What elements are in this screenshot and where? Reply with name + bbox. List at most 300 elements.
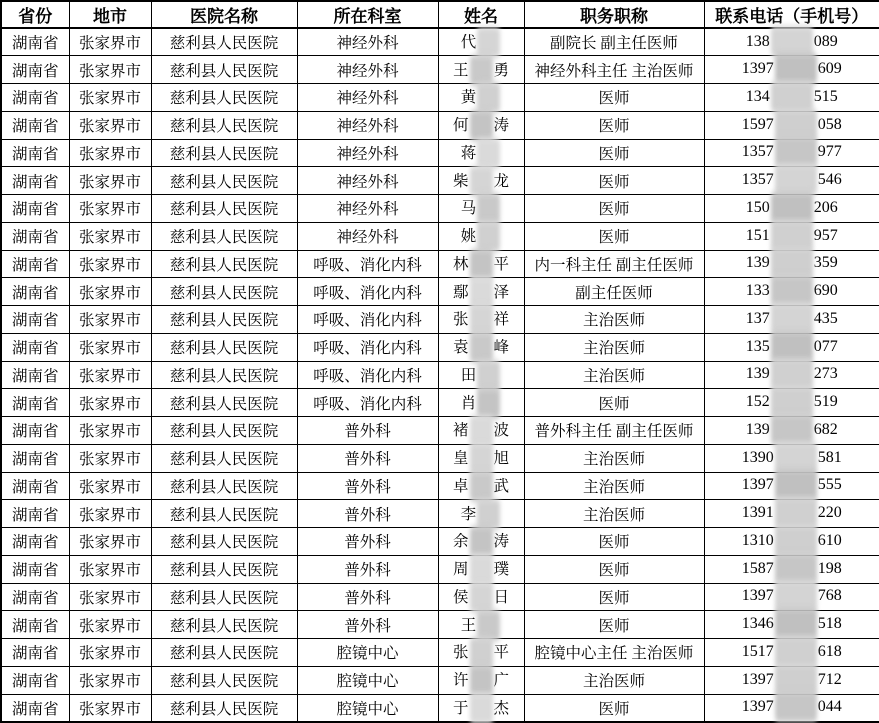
cell-province: 湖南省 [1,361,69,389]
table-row [1,28,879,56]
cell-name [438,666,524,694]
phone-visible-suffix: 555 [817,476,842,494]
cell-province: 湖南省 [1,417,69,445]
phone-visible-suffix: 220 [817,504,842,522]
table-body [1,28,879,722]
redacted-phone-blur [775,497,817,527]
cell-province: 湖南省 [1,222,69,250]
redacted-phone-blur [771,386,813,416]
cell-hospital: 慈利县人民医院 [151,195,297,223]
phone-visible-prefix: 1310 [741,532,774,550]
cell-name [438,555,524,583]
cell-name [438,278,524,306]
redacted-name-blur [477,360,500,390]
cell-department: 神经外科 [297,111,438,139]
cell-phone [704,528,879,556]
cell-phone [704,222,879,250]
cell-phone [704,417,879,445]
table-row [1,250,879,278]
cell-name [438,611,524,639]
cell-phone [704,250,879,278]
table-row [1,444,879,472]
table-row [1,611,879,639]
name-visible-suffix: 勇 [493,61,510,79]
cell-city: 张家界市 [69,528,151,556]
header-department: 所在科室 [297,1,438,28]
phone-visible-suffix: 077 [813,337,838,355]
table-row [1,472,879,500]
redacted-name-blur [477,83,500,113]
cell-department: 神经外科 [297,139,438,167]
phone-visible-prefix: 1346 [741,615,774,633]
cell-city: 张家界市 [69,195,151,223]
cell-province: 湖南省 [1,28,69,56]
cell-city: 张家界市 [69,611,151,639]
cell-province: 湖南省 [1,528,69,556]
name-visible-suffix: 武 [493,477,510,495]
name-visible-suffix: 平 [493,644,510,662]
phone-visible-suffix: 712 [817,670,842,688]
phone-visible-suffix: 581 [817,448,842,466]
cell-title: 副主任医师 [524,278,704,306]
cell-city: 张家界市 [69,167,151,195]
cell-province: 湖南省 [1,500,69,528]
cell-name [438,528,524,556]
cell-phone [704,139,879,167]
cell-province: 湖南省 [1,555,69,583]
redacted-phone-blur [775,608,817,638]
name-visible-suffix: 波 [493,422,510,440]
cell-name [438,417,524,445]
cell-hospital: 慈利县人民医院 [151,222,297,250]
name-visible-prefix: 褚 [452,422,469,440]
table-row [1,361,879,389]
name-visible-prefix: 林 [452,255,469,273]
cell-city: 张家界市 [69,28,151,56]
redacted-name-blur [470,471,493,501]
cell-province: 湖南省 [1,56,69,84]
cell-title: 副院长 副主任医师 [524,28,704,56]
cell-hospital: 慈利县人民医院 [151,139,297,167]
cell-province: 湖南省 [1,195,69,223]
name-visible-suffix: 祥 [493,311,510,329]
redacted-name-blur [470,277,493,307]
redacted-phone-blur [771,359,813,389]
cell-province: 湖南省 [1,666,69,694]
cell-city: 张家界市 [69,306,151,334]
table-row [1,389,879,417]
name-visible-suffix: 涛 [493,117,510,135]
table-row [1,639,879,667]
name-visible-prefix: 黄 [460,89,477,107]
phone-visible-prefix: 1397 [741,587,774,605]
cell-title: 医师 [524,583,704,611]
name-visible-prefix: 肖 [460,394,477,412]
table-row [1,167,879,195]
cell-title: 腔镜中心主任 主治医师 [524,639,704,667]
table-row [1,583,879,611]
cell-name [438,195,524,223]
name-visible-prefix: 蒋 [460,144,477,162]
name-visible-suffix: 广 [493,672,510,690]
cell-department: 呼吸、消化内科 [297,306,438,334]
table-row [1,278,879,306]
table-row [1,111,879,139]
name-visible-suffix: 璞 [493,561,510,579]
name-visible-suffix: 旭 [493,450,510,468]
cell-title: 主治医师 [524,666,704,694]
cell-hospital: 慈利县人民医院 [151,111,297,139]
phone-visible-suffix: 206 [813,199,838,217]
name-visible-prefix: 许 [452,672,469,690]
cell-title: 医师 [524,139,704,167]
phone-visible-suffix: 957 [813,226,838,244]
cell-name [438,222,524,250]
cell-hospital: 慈利县人民医院 [151,361,297,389]
phone-visible-prefix: 152 [745,393,770,411]
cell-city: 张家界市 [69,500,151,528]
redacted-phone-blur [771,81,813,111]
cell-title: 医师 [524,555,704,583]
header-title: 职务职称 [524,1,704,28]
header-row [1,1,879,28]
redacted-name-blur [477,388,500,418]
cell-hospital: 慈利县人民医院 [151,167,297,195]
cell-city: 张家界市 [69,139,151,167]
name-visible-prefix: 何 [452,117,469,135]
redacted-name-blur [470,443,493,473]
redacted-phone-blur [775,470,817,500]
name-visible-prefix: 袁 [452,339,469,357]
name-visible-prefix: 王 [452,61,469,79]
phone-visible-suffix: 682 [813,421,838,439]
cell-title: 医师 [524,195,704,223]
phone-visible-prefix: 133 [745,282,770,300]
name-visible-prefix: 皇 [452,450,469,468]
cell-hospital: 慈利县人民医院 [151,611,297,639]
redacted-phone-blur [771,192,813,222]
phone-visible-suffix: 515 [813,88,838,106]
name-visible-prefix: 王 [460,616,477,634]
cell-department: 呼吸、消化内科 [297,389,438,417]
cell-hospital: 慈利县人民医院 [151,500,297,528]
cell-phone [704,195,879,223]
cell-name [438,306,524,334]
cell-province: 湖南省 [1,333,69,361]
cell-province: 湖南省 [1,444,69,472]
cell-department: 普外科 [297,583,438,611]
cell-department: 神经外科 [297,56,438,84]
table-row [1,56,879,84]
name-visible-prefix: 李 [460,505,477,523]
cell-phone [704,694,879,722]
phone-visible-prefix: 1397 [741,670,774,688]
cell-province: 湖南省 [1,472,69,500]
redacted-phone-blur [775,636,817,666]
redacted-phone-blur [775,109,817,139]
cell-title: 医师 [524,84,704,112]
cell-department: 普外科 [297,528,438,556]
phone-visible-prefix: 1390 [741,448,774,466]
cell-department: 神经外科 [297,195,438,223]
cell-province: 湖南省 [1,639,69,667]
name-visible-suffix: 涛 [493,533,510,551]
phone-visible-prefix: 1357 [741,171,774,189]
phone-visible-suffix: 519 [813,393,838,411]
cell-department: 普外科 [297,472,438,500]
cell-title: 医师 [524,528,704,556]
redacted-name-blur [470,55,493,85]
cell-name [438,333,524,361]
redacted-phone-blur [771,414,813,444]
header-name: 姓名 [438,1,524,28]
name-visible-prefix: 田 [460,366,477,384]
cell-department: 普外科 [297,500,438,528]
phone-visible-suffix: 044 [817,698,842,716]
phone-visible-suffix: 198 [817,559,842,577]
cell-name [438,111,524,139]
name-visible-prefix: 卓 [452,477,469,495]
header-phone: 联系电话（手机号） [704,1,879,28]
table-row [1,555,879,583]
redacted-name-blur [470,638,493,668]
cell-title: 普外科主任 副主任医师 [524,417,704,445]
redacted-phone-blur [775,525,817,555]
cell-phone [704,278,879,306]
redacted-phone-blur [775,164,817,194]
phone-visible-suffix: 768 [817,587,842,605]
cell-name [438,500,524,528]
redacted-phone-blur [775,53,817,83]
cell-city: 张家界市 [69,111,151,139]
redacted-name-blur [477,194,500,224]
cell-province: 湖南省 [1,694,69,722]
cell-phone [704,28,879,56]
name-visible-suffix: 龙 [493,172,510,190]
cell-name [438,639,524,667]
cell-province: 湖南省 [1,306,69,334]
cell-hospital: 慈利县人民医院 [151,417,297,445]
table-row [1,139,879,167]
name-visible-suffix: 泽 [493,283,510,301]
cell-phone [704,333,879,361]
name-visible-suffix: 平 [493,255,510,273]
phone-visible-suffix: 609 [817,60,842,78]
name-visible-prefix: 代 [460,34,477,52]
cell-title: 神经外科主任 主治医师 [524,56,704,84]
cell-title: 医师 [524,611,704,639]
cell-title: 内一科主任 副主任医师 [524,250,704,278]
cell-hospital: 慈利县人民医院 [151,56,297,84]
cell-province: 湖南省 [1,611,69,639]
cell-department: 普外科 [297,555,438,583]
redacted-phone-blur [771,275,813,305]
cell-hospital: 慈利县人民医院 [151,555,297,583]
cell-hospital: 慈利县人民医院 [151,250,297,278]
phone-visible-suffix: 058 [817,115,842,133]
phone-visible-prefix: 137 [745,310,770,328]
phone-visible-prefix: 134 [745,88,770,106]
cell-name [438,389,524,417]
table-row [1,666,879,694]
phone-visible-prefix: 1357 [741,143,774,161]
cell-title: 医师 [524,694,704,722]
redacted-name-blur [477,138,500,168]
cell-hospital: 慈利县人民医院 [151,389,297,417]
redacted-name-blur [470,305,493,335]
cell-hospital: 慈利县人民医院 [151,472,297,500]
cell-city: 张家界市 [69,444,151,472]
cell-city: 张家界市 [69,84,151,112]
cell-name [438,472,524,500]
redacted-phone-blur [771,303,813,333]
cell-department: 普外科 [297,444,438,472]
cell-department: 普外科 [297,417,438,445]
table-row [1,306,879,334]
redacted-phone-blur [775,553,817,583]
cell-department: 呼吸、消化内科 [297,361,438,389]
phone-visible-suffix: 273 [813,365,838,383]
phone-visible-suffix: 089 [813,32,838,50]
phone-visible-prefix: 150 [745,199,770,217]
name-visible-prefix: 侯 [452,588,469,606]
redacted-phone-blur [775,442,817,472]
cell-title: 医师 [524,111,704,139]
redacted-phone-blur [771,331,813,361]
name-visible-prefix: 鄢 [452,283,469,301]
name-visible-prefix: 周 [452,561,469,579]
cell-province: 湖南省 [1,250,69,278]
phone-visible-suffix: 518 [817,615,842,633]
name-visible-prefix: 于 [452,699,469,717]
cell-hospital: 慈利县人民医院 [151,694,297,722]
header-hospital: 医院名称 [151,1,297,28]
phone-visible-prefix: 1391 [741,504,774,522]
cell-hospital: 慈利县人民医院 [151,666,297,694]
phone-visible-prefix: 135 [745,337,770,355]
cell-phone [704,56,879,84]
phone-visible-suffix: 435 [813,310,838,328]
cell-title: 主治医师 [524,361,704,389]
table-row [1,528,879,556]
cell-city: 张家界市 [69,56,151,84]
table-row [1,417,879,445]
table-row [1,84,879,112]
cell-title: 主治医师 [524,472,704,500]
phone-visible-suffix: 546 [817,171,842,189]
cell-city: 张家界市 [69,389,151,417]
name-visible-suffix: 日 [493,588,510,606]
redacted-name-blur [477,499,500,529]
cell-phone [704,167,879,195]
cell-department: 神经外科 [297,222,438,250]
cell-province: 湖南省 [1,389,69,417]
redacted-phone-blur [775,664,817,694]
table-row [1,694,879,722]
phone-visible-prefix: 151 [745,226,770,244]
cell-hospital: 慈利县人民医院 [151,444,297,472]
cell-name [438,361,524,389]
cell-department: 腔镜中心 [297,694,438,722]
cell-phone [704,472,879,500]
cell-name [438,84,524,112]
redacted-name-blur [470,249,493,279]
cell-province: 湖南省 [1,583,69,611]
cell-phone [704,389,879,417]
name-visible-prefix: 柴 [452,172,469,190]
cell-name [438,139,524,167]
cell-title: 医师 [524,389,704,417]
cell-name [438,167,524,195]
cell-name [438,583,524,611]
cell-province: 湖南省 [1,84,69,112]
phone-visible-suffix: 977 [817,143,842,161]
table-row [1,333,879,361]
cell-phone [704,555,879,583]
cell-department: 腔镜中心 [297,639,438,667]
phone-visible-suffix: 690 [813,282,838,300]
cell-phone [704,111,879,139]
cell-name [438,694,524,722]
name-visible-suffix: 杰 [493,699,510,717]
cell-hospital: 慈利县人民医院 [151,306,297,334]
header-city: 地市 [69,1,151,28]
cell-title: 医师 [524,167,704,195]
redacted-name-blur [470,416,493,446]
name-visible-prefix: 张 [452,644,469,662]
redacted-name-blur [470,166,493,196]
cell-department: 呼吸、消化内科 [297,250,438,278]
cell-phone [704,500,879,528]
redacted-name-blur [470,582,493,612]
cell-title: 主治医师 [524,500,704,528]
cell-department: 普外科 [297,611,438,639]
name-visible-suffix: 峰 [493,339,510,357]
cell-city: 张家界市 [69,472,151,500]
name-visible-prefix: 姚 [460,228,477,246]
phone-visible-prefix: 138 [745,32,770,50]
cell-title: 主治医师 [524,306,704,334]
cell-phone [704,444,879,472]
redacted-phone-blur [771,248,813,278]
cell-city: 张家界市 [69,639,151,667]
cell-city: 张家界市 [69,222,151,250]
cell-hospital: 慈利县人民医院 [151,84,297,112]
cell-title: 主治医师 [524,333,704,361]
name-visible-prefix: 马 [460,200,477,218]
redacted-name-blur [470,332,493,362]
phone-visible-prefix: 1397 [741,476,774,494]
cell-city: 张家界市 [69,694,151,722]
cell-phone [704,84,879,112]
redacted-name-blur [470,693,493,723]
cell-department: 神经外科 [297,167,438,195]
cell-city: 张家界市 [69,333,151,361]
cell-city: 张家界市 [69,417,151,445]
table-row [1,222,879,250]
cell-phone [704,583,879,611]
cell-hospital: 慈利县人民医院 [151,28,297,56]
phone-visible-prefix: 1587 [741,559,774,577]
cell-phone [704,666,879,694]
cell-hospital: 慈利县人民医院 [151,639,297,667]
header-province: 省份 [1,1,69,28]
cell-city: 张家界市 [69,666,151,694]
cell-title: 医师 [524,222,704,250]
redacted-name-blur [470,665,493,695]
redacted-phone-blur [771,220,813,250]
redacted-name-blur [470,554,493,584]
